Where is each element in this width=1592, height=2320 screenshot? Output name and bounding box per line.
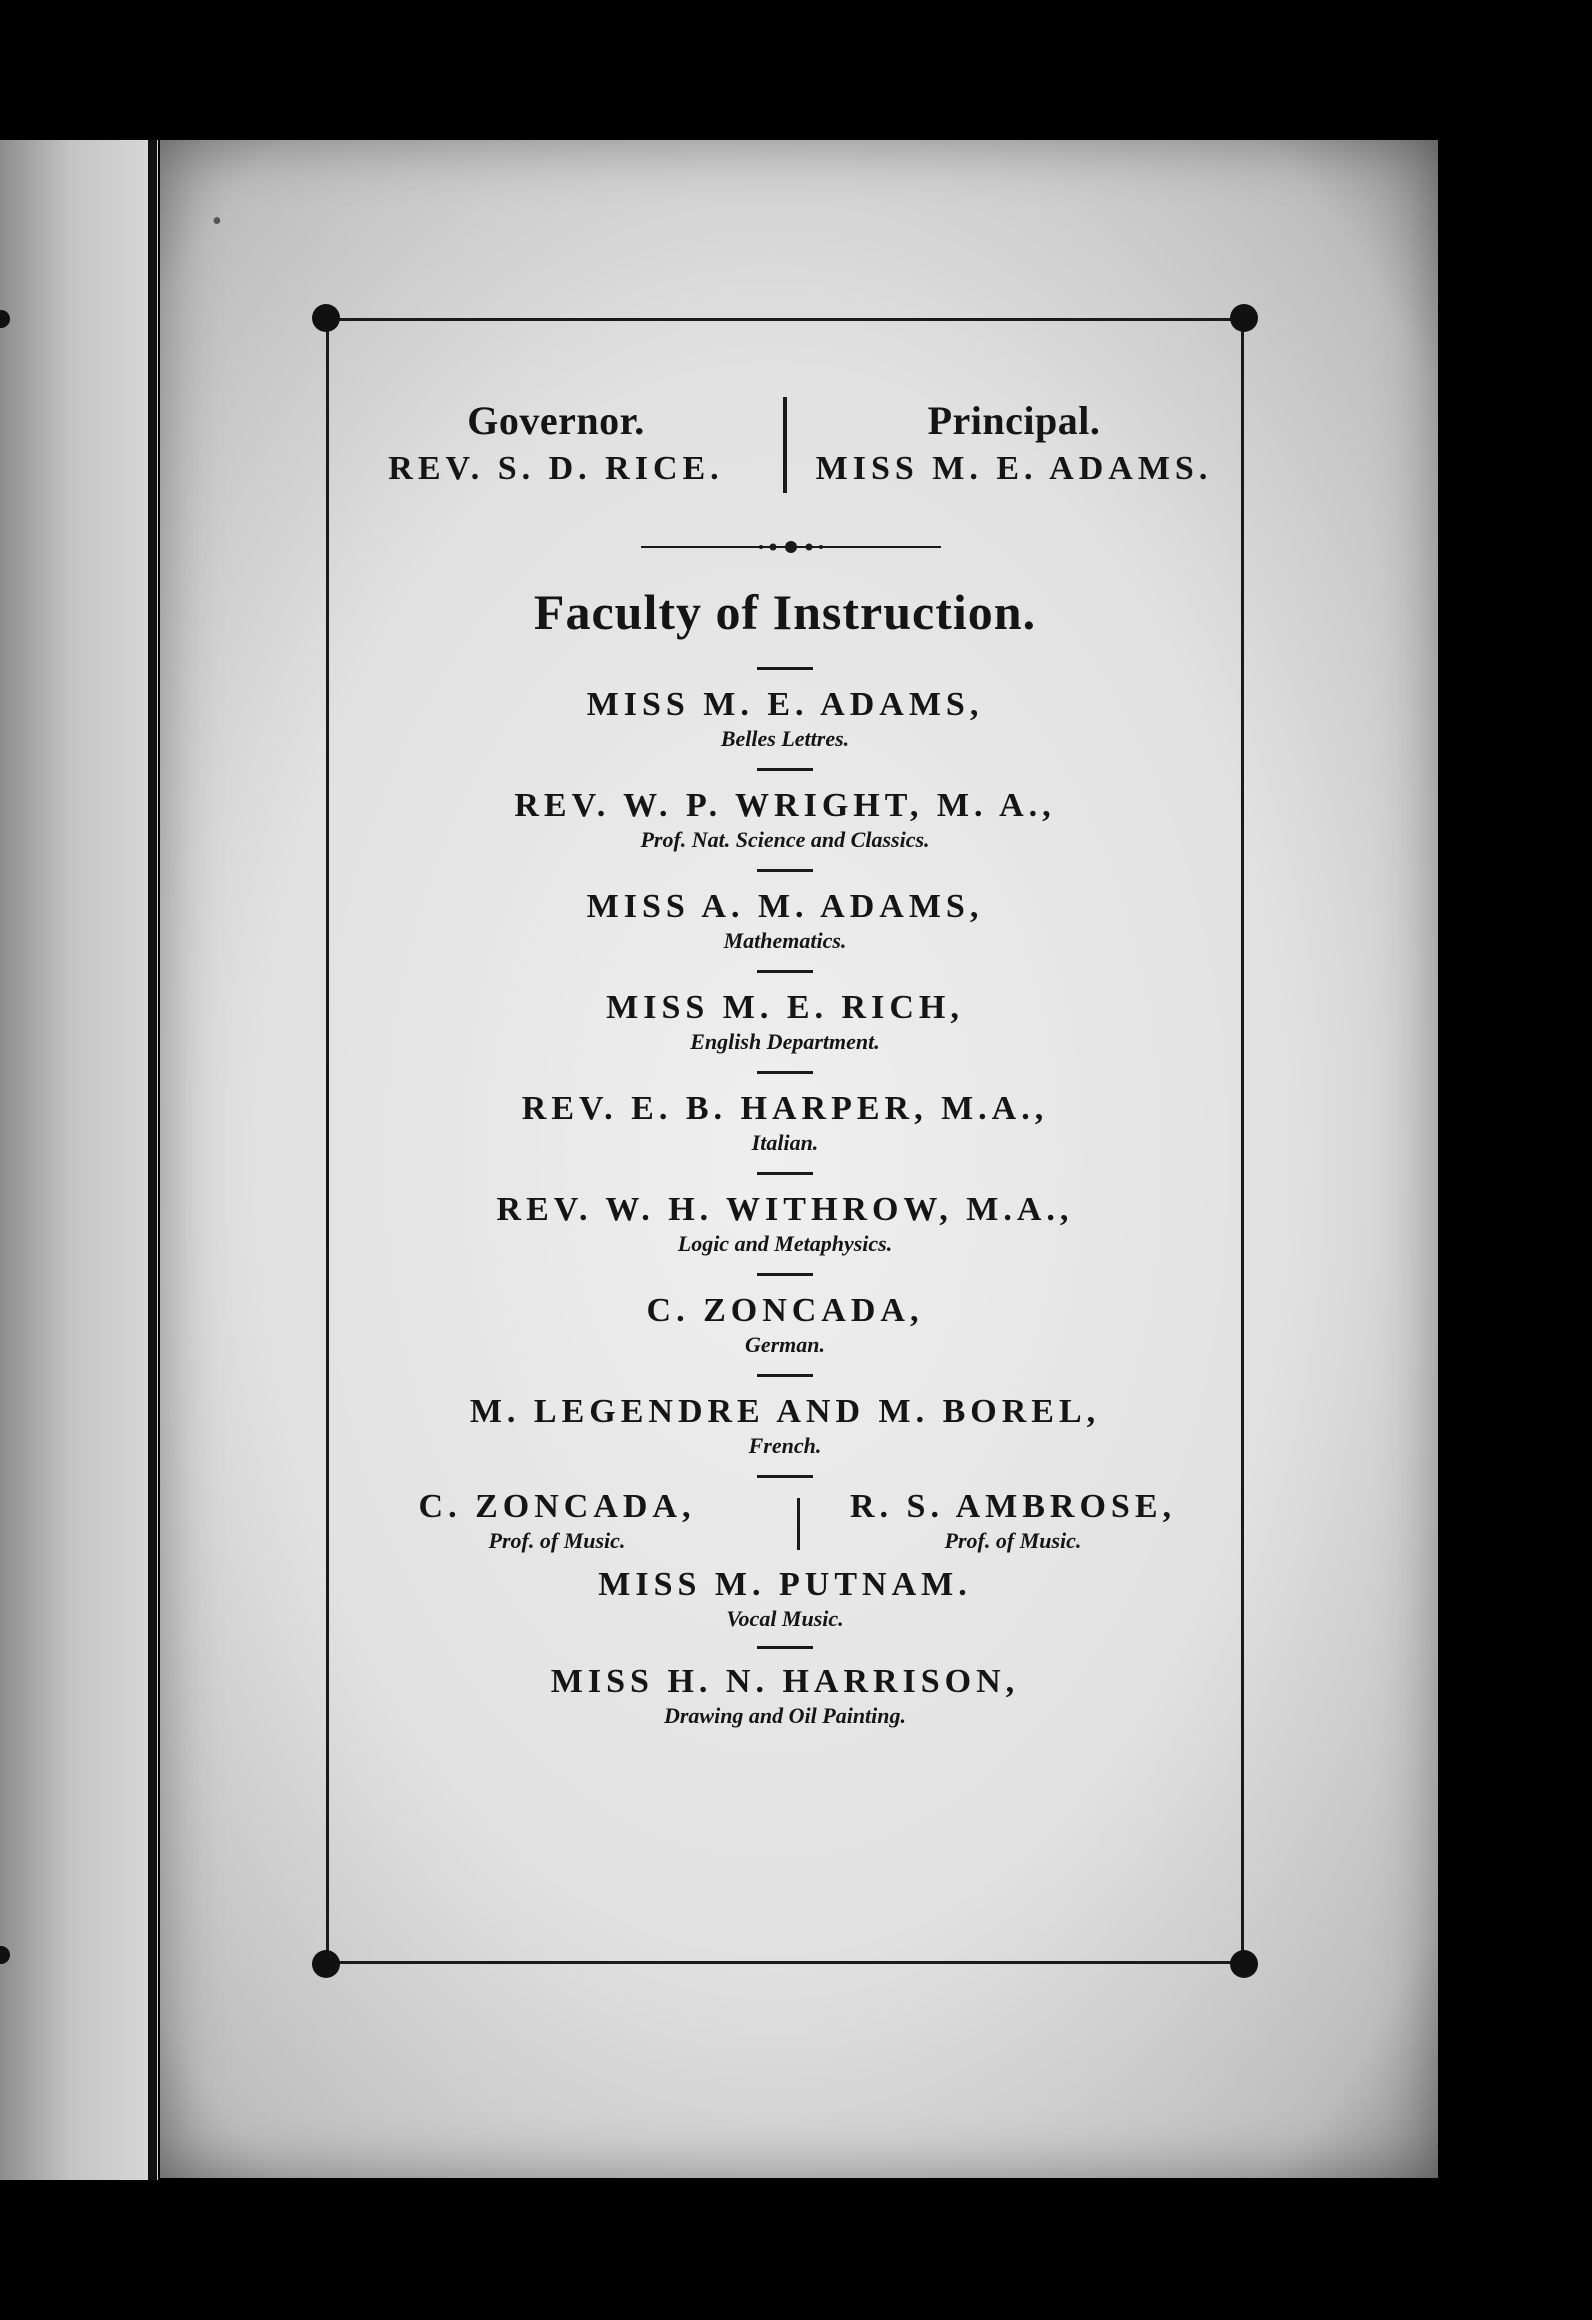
- faculty-entry: [329, 989, 1241, 1055]
- faculty-title: Faculty of Instruction.: [533, 584, 1037, 640]
- principal-name: MISS M. E. ADAMS.: [815, 450, 1213, 487]
- faculty-subject: Italian.: [751, 1130, 819, 1155]
- faculty-entry: [329, 1292, 1241, 1358]
- faculty-subject: English Department.: [690, 1029, 880, 1054]
- music-professors: [329, 1488, 1241, 1554]
- faculty-name: C. ZONCADA,: [418, 1488, 696, 1525]
- faculty-name: MISS A. M. ADAMS,: [586, 888, 984, 925]
- ornamental-border: [326, 318, 1244, 1964]
- faculty-subject: Prof. of Music.: [944, 1528, 1082, 1553]
- governor-block: [329, 397, 783, 493]
- faculty-entry: [329, 1566, 1241, 1632]
- music-professor-left: [329, 1488, 785, 1554]
- separator-rule: [757, 768, 813, 771]
- faculty-name: MISS M. PUTNAM.: [598, 1566, 972, 1603]
- corner-ornament: [312, 304, 340, 332]
- faculty-subject: Prof. Nat. Science and Classics.: [640, 827, 930, 852]
- faculty-name: MISS H. N. HARRISON,: [550, 1663, 1020, 1700]
- corner-ornament: [1230, 304, 1258, 332]
- faculty-entry: [329, 1090, 1241, 1156]
- principal-block: [787, 397, 1241, 493]
- faculty-list: [329, 667, 1241, 1729]
- separator-rule: [757, 869, 813, 872]
- faculty-subject: Prof. of Music.: [488, 1528, 626, 1553]
- faculty-name: REV. E. B. HARPER, M.A.,: [521, 1090, 1049, 1127]
- officers-header: [329, 397, 1241, 493]
- faculty-name: M. LEGENDRE AND M. BOREL,: [469, 1393, 1101, 1430]
- separator-rule: [757, 1273, 813, 1276]
- faculty-subject: German.: [744, 1332, 826, 1357]
- faculty-subject: Drawing and Oil Painting.: [663, 1703, 907, 1728]
- corner-ornament: [1230, 1950, 1258, 1978]
- separator-rule: [757, 1646, 813, 1649]
- faculty-name: R. S. AMBROSE,: [850, 1488, 1176, 1525]
- faculty-name: REV. W. P. WRIGHT, M. A.,: [514, 787, 1056, 824]
- faculty-subject: Mathematics.: [723, 928, 847, 953]
- divider-ornament: [641, 535, 941, 559]
- adjacent-page-edge: [0, 140, 158, 2180]
- faculty-subject: Vocal Music.: [726, 1606, 844, 1631]
- page-smudge: •: [212, 206, 222, 237]
- faculty-entry: [329, 1393, 1241, 1459]
- ornament-dot: [0, 310, 10, 328]
- faculty-subject: Logic and Metaphysics.: [677, 1231, 893, 1256]
- page-gutter: [148, 140, 157, 2180]
- separator-rule: [757, 1374, 813, 1377]
- faculty-entry: [329, 1663, 1241, 1729]
- principal-heading: Principal.: [927, 398, 1101, 443]
- faculty-name: REV. W. H. WITHROW, M.A.,: [496, 1191, 1074, 1228]
- column-divider: [797, 1498, 800, 1550]
- governor-name: REV. S. D. RICE.: [388, 450, 724, 487]
- ornament-dot: [0, 1946, 10, 1964]
- governor-heading: Governor.: [467, 398, 645, 443]
- faculty-subject: Belles Lettres.: [720, 726, 850, 751]
- faculty-entry: [329, 787, 1241, 853]
- separator-rule: [757, 1475, 813, 1478]
- corner-ornament: [312, 1950, 340, 1978]
- separator-rule: [757, 970, 813, 973]
- faculty-name: C. ZONCADA,: [646, 1292, 924, 1329]
- music-professor-right: [785, 1488, 1241, 1554]
- faculty-entry: [329, 888, 1241, 954]
- faculty-name: MISS M. E. ADAMS,: [586, 686, 984, 723]
- separator-rule: [757, 667, 813, 670]
- faculty-subject: French.: [748, 1433, 822, 1458]
- separator-rule: [757, 1071, 813, 1074]
- faculty-entry: [329, 686, 1241, 752]
- faculty-entry: [329, 1191, 1241, 1257]
- faculty-name: MISS M. E. RICH,: [606, 989, 964, 1026]
- separator-rule: [757, 1172, 813, 1175]
